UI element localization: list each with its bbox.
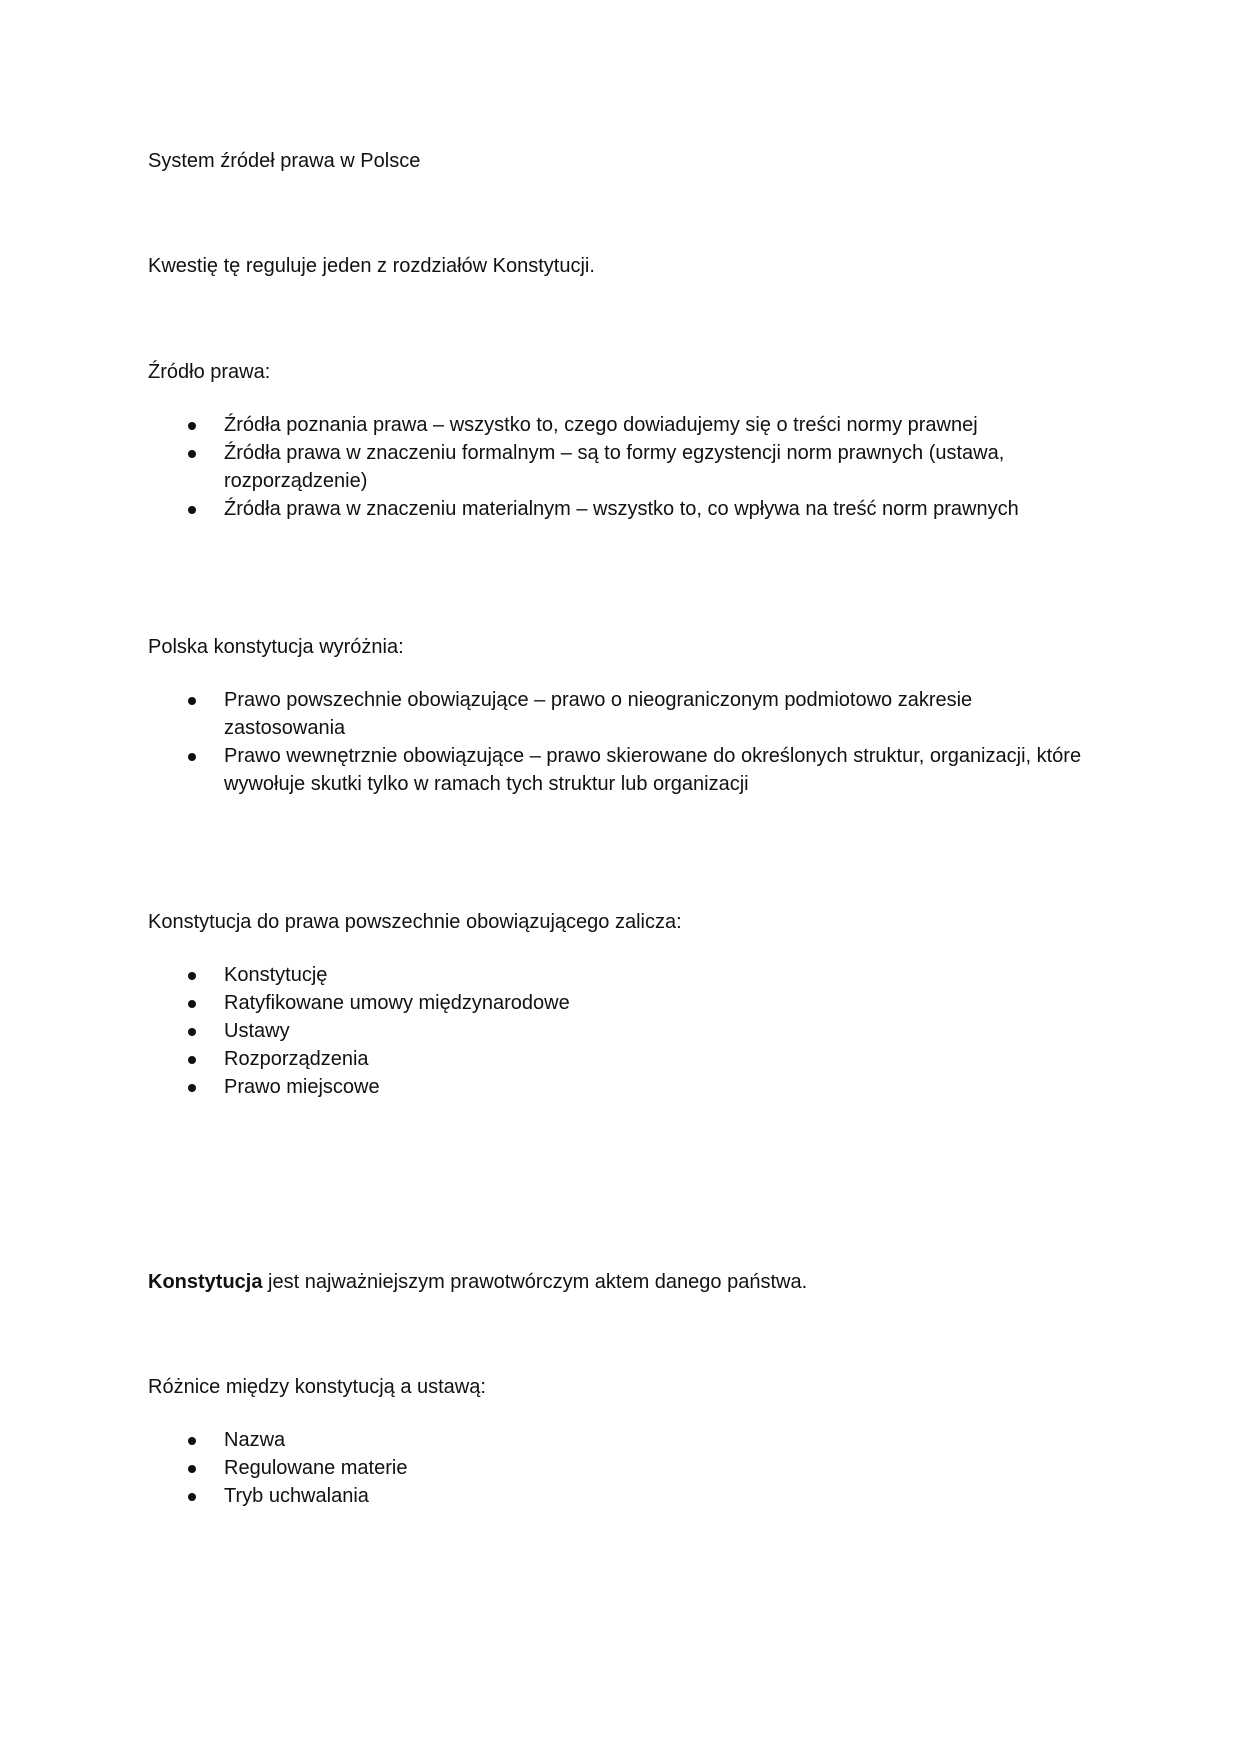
constitution-bold-term: Konstytucja	[148, 1271, 263, 1293]
bullet-icon	[188, 506, 196, 514]
list-item: Rozporządzenia	[148, 1045, 1094, 1073]
universal-heading: Konstytucja do prawa powszechnie obowiązującego zalicza:	[148, 911, 682, 933]
source-list	[148, 411, 1094, 523]
constitution-paragraph	[148, 1268, 807, 1296]
list-item: Prawo powszechnie obowiązujące – prawo o nieograniczonym podmiotowo zakresie zastosowania	[148, 686, 1094, 742]
distinguish-heading: Polska konstytucja wyróżnia:	[148, 636, 404, 658]
bullet-icon	[188, 1000, 196, 1008]
list-item: Źródła poznania prawa – wszystko to, czego dowiadujemy się o treści normy prawnej	[148, 411, 1094, 439]
bullet-icon	[188, 1465, 196, 1473]
bullet-icon	[188, 422, 196, 430]
bullet-icon	[188, 972, 196, 980]
intro-paragraph: Kwestię tę reguluje jeden z rozdziałów Konstytucji.	[148, 255, 595, 277]
list-item: Tryb uchwalania	[148, 1482, 1094, 1510]
bullet-icon	[188, 1437, 196, 1445]
bullet-icon	[188, 1056, 196, 1064]
bullet-icon	[188, 697, 196, 705]
list-item: Prawo miejscowe	[148, 1073, 1094, 1101]
list-item: Konstytucję	[148, 961, 1094, 989]
distinguish-list	[148, 686, 1094, 798]
bullet-icon	[188, 1493, 196, 1501]
bullet-icon	[188, 753, 196, 761]
list-item: Ustawy	[148, 1017, 1094, 1045]
source-heading: Źródło prawa:	[148, 361, 271, 383]
bullet-icon	[188, 1028, 196, 1036]
document-title: System źródeł prawa w Polsce	[148, 150, 421, 172]
differences-list	[148, 1426, 1094, 1510]
bullet-icon	[188, 450, 196, 458]
list-item: Źródła prawa w znaczeniu formalnym – są to formy egzystencji norm prawnych (ustawa, rozporządzenie)	[148, 439, 1094, 495]
list-item: Źródła prawa w znaczeniu materialnym – wszystko to, co wpływa na treść norm prawnych	[148, 495, 1094, 523]
constitution-text: jest najważniejszym prawotwórczym aktem danego państwa.	[262, 1271, 808, 1293]
list-item: Prawo wewnętrznie obowiązujące – prawo skierowane do określonych struktur, organizacji, które wywołuje skutki tylko w ramach tych struktur lub organizacji	[148, 742, 1094, 798]
list-item: Nazwa	[148, 1426, 1094, 1454]
bullet-icon	[188, 1084, 196, 1092]
universal-list	[148, 961, 1094, 1101]
differences-heading: Różnice między konstytucją a ustawą:	[148, 1376, 486, 1398]
list-item: Regulowane materie	[148, 1454, 1094, 1482]
list-item: Ratyfikowane umowy międzynarodowe	[148, 989, 1094, 1017]
